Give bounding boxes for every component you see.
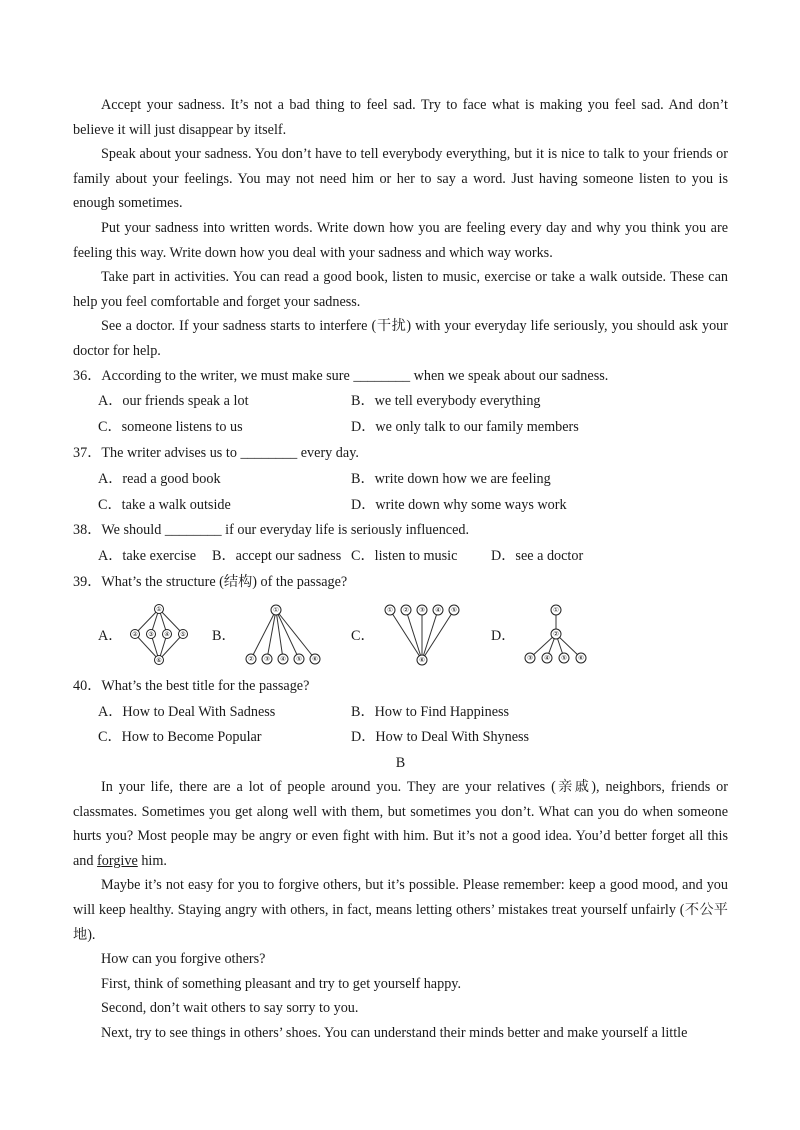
paragraph-text: In your life, there are a lot of people around you. They are your relatives (亲戚), neighbors, friends or classmates. Sometimes you get along well with them, but sometimes you don’t. What can you do when someone hurts you? Most people may be angry or even fight with him. But it’s not a good idea. You’d better forget all this and bbox=[73, 779, 728, 869]
node-3: ③ bbox=[148, 630, 155, 638]
option-c[interactable]: C．someone listens to us bbox=[98, 419, 243, 436]
option-label: D． bbox=[491, 627, 516, 644]
question-36-stem: 36．According to the writer, we must make sure ________ when we speak about our sadness. bbox=[73, 367, 609, 384]
option-d[interactable]: D．How to Deal With Shyness bbox=[351, 729, 530, 746]
option-d[interactable] bbox=[491, 604, 591, 666]
node-3: ③ bbox=[527, 653, 534, 662]
node-4: ④ bbox=[544, 653, 551, 662]
node-2: ② bbox=[132, 630, 139, 638]
option-b[interactable] bbox=[212, 604, 351, 666]
option-c[interactable]: C．How to Become Popular bbox=[98, 729, 262, 746]
node-2: ② bbox=[402, 605, 409, 614]
option-a[interactable]: A．How to Deal With Sadness bbox=[98, 703, 276, 720]
question-39-stem: 39．What’s the structure (结构) of the passage? bbox=[73, 573, 348, 590]
paragraph: Second, don’t wait others to say sorry to you. bbox=[101, 1000, 359, 1017]
option-b[interactable]: B．we tell everybody everything bbox=[351, 393, 541, 410]
question-37-options bbox=[73, 467, 728, 519]
node-2: ② bbox=[553, 629, 560, 638]
structure-diagram-c bbox=[381, 604, 463, 666]
node-2: ② bbox=[247, 654, 254, 663]
option-d[interactable]: D．we only talk to our family members bbox=[351, 419, 579, 436]
question-40-options bbox=[73, 700, 728, 752]
option-d[interactable]: D．write down why some ways work bbox=[351, 496, 567, 513]
option-a[interactable]: A．our friends speak a lot bbox=[98, 393, 249, 410]
structure-diagram-b bbox=[242, 604, 324, 666]
node-5: ⑤ bbox=[561, 653, 568, 662]
worksheet-page bbox=[73, 93, 728, 1046]
node-1: ① bbox=[156, 605, 163, 613]
section-heading: B bbox=[395, 755, 406, 772]
node-4: ④ bbox=[434, 605, 441, 614]
paragraph: Accept your sadness. It’s not a bad thing to feel sad. Try to face what is making you feel sad. And don’t believe it will just disappear by itself. bbox=[73, 97, 728, 138]
question-39-options bbox=[73, 596, 728, 674]
node-6: ⑥ bbox=[418, 655, 425, 664]
node-5: ⑤ bbox=[295, 654, 302, 663]
question-38-options bbox=[73, 544, 728, 570]
paragraph bbox=[73, 775, 728, 873]
node-1: ① bbox=[553, 605, 560, 614]
question-36-options bbox=[73, 389, 728, 441]
option-d[interactable]: D．see a doctor bbox=[491, 548, 584, 565]
structure-diagram-d bbox=[521, 604, 591, 666]
paragraph-text: him. bbox=[137, 852, 167, 869]
node-1: ① bbox=[272, 605, 279, 614]
option-a[interactable] bbox=[98, 604, 212, 666]
option-label: A． bbox=[98, 627, 123, 644]
node-6: ⑥ bbox=[156, 656, 163, 664]
question-37-stem: 37．The writer advises us to ________ every day. bbox=[73, 444, 359, 461]
paragraph: Maybe it’s not easy for you to forgive others, but it’s possible. Please remember: keep a good mood, and you will keep healthy. Staying angry with others, in fact, means letting others’ mistakes treat yourself unfairly (不公平地). bbox=[73, 877, 728, 943]
paragraph: Next, try to see things in others’ shoes. You can understand their minds better and make yourself a little bbox=[101, 1025, 688, 1042]
structure-diagram-a bbox=[128, 604, 190, 666]
option-a[interactable]: A．read a good book bbox=[98, 470, 221, 487]
node-5: ⑤ bbox=[450, 605, 457, 614]
option-c[interactable] bbox=[351, 604, 491, 666]
option-label: C． bbox=[351, 627, 375, 644]
option-c[interactable]: C．listen to music bbox=[351, 548, 458, 565]
paragraph: Take part in activities. You can read a good book, listen to music, exercise or take a walk outside. These can help you feel comfortable and forget your sadness. bbox=[73, 269, 728, 310]
underlined-word: forgive bbox=[97, 852, 138, 869]
option-c[interactable]: C．take a walk outside bbox=[98, 496, 231, 513]
node-6: ⑥ bbox=[311, 654, 318, 663]
option-b[interactable]: B．accept our sadness bbox=[212, 548, 342, 565]
paragraph: See a doctor. If your sadness starts to interfere (干扰) with your everyday life seriously, you should ask your doctor for help. bbox=[73, 318, 728, 359]
question-38-stem: 38．We should ________ if our everyday life is seriously influenced. bbox=[73, 522, 470, 539]
node-5: ⑤ bbox=[180, 630, 187, 638]
node-4: ④ bbox=[164, 630, 171, 638]
option-label: B． bbox=[212, 627, 236, 644]
node-3: ③ bbox=[263, 654, 270, 663]
node-3: ③ bbox=[418, 605, 425, 614]
option-b[interactable]: B．write down how we are feeling bbox=[351, 470, 551, 487]
question-40-stem: 40．What’s the best title for the passage? bbox=[73, 677, 310, 694]
option-a[interactable]: A．take exercise bbox=[98, 548, 197, 565]
paragraph: Put your sadness into written words. Write down how you are feeling every day and why you think you are feeling this way. Write down how you deal with your sadness and which way works. bbox=[73, 219, 728, 261]
paragraph: Speak about your sadness. You don’t have to tell everybody everything, but it is nice to talk to your friends or family about your feelings. You may not need him or her to say a word. Just having someone listen to you is enough sometimes. bbox=[73, 146, 728, 212]
paragraph: First, think of something pleasant and try to get yourself happy. bbox=[101, 975, 462, 992]
node-1: ① bbox=[386, 605, 393, 614]
option-b[interactable]: B．How to Find Happiness bbox=[351, 703, 510, 720]
node-6: ⑥ bbox=[578, 653, 585, 662]
node-4: ④ bbox=[279, 654, 286, 663]
paragraph: How can you forgive others? bbox=[101, 951, 266, 968]
